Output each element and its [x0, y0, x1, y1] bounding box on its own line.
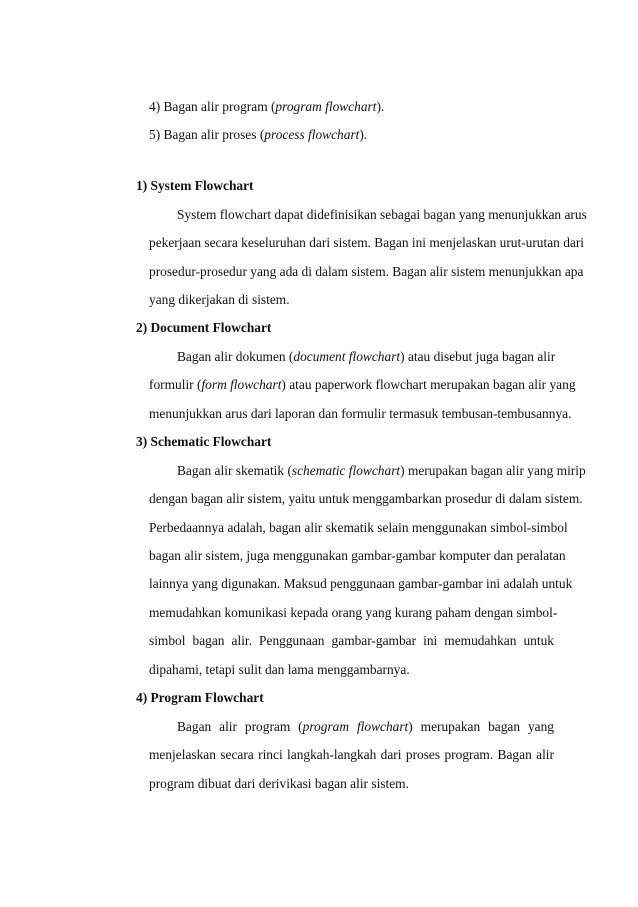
- paragraph-line: [149, 377, 576, 393]
- list-item-4-italic: program flowchart: [275, 99, 377, 114]
- list-item-5-end: ).: [359, 127, 368, 142]
- paragraph-text: ) merupakan bagan yang: [408, 719, 554, 734]
- paragraph-line: Perbedaannya adalah, bagan alir skematik selain menggunakan simbol-simbol: [149, 520, 568, 535]
- paragraph-text: Bagan alir program (: [177, 719, 303, 734]
- paragraph-italic: schematic flowchart: [291, 463, 401, 478]
- paragraph-italic: document flowchart: [293, 349, 401, 364]
- section-heading-schematic-flowchart: 3) Schematic Flowchart: [136, 434, 272, 449]
- paragraph-italic: form flowchart: [201, 377, 282, 392]
- paragraph-text: formulir (: [149, 377, 202, 392]
- paragraph-line: System flowchart dapat didefinisikan sebagai bagan yang menunjukkan arus: [177, 207, 587, 222]
- paragraph-text: ) merupakan bagan alir yang mirip: [400, 463, 586, 478]
- list-item-4-end: ).: [376, 99, 385, 114]
- list-item-5-text: 5) Bagan alir proses (: [149, 127, 265, 142]
- paragraph-line: lainnya yang digunakan. Maksud penggunaan gambar-gambar ini adalah untuk: [149, 576, 573, 591]
- paragraph-text: Bagan alir skematik (: [177, 463, 292, 478]
- paragraph-line: program dibuat dari derivikasi bagan alir sistem.: [149, 776, 409, 791]
- paragraph-text: ) atau disebut juga bagan alir: [400, 349, 556, 364]
- paragraph-italic: program flowchart: [302, 719, 409, 734]
- paragraph-line: simbol bagan alir. Penggunaan gambar-gambar ini memudahkan untuk: [149, 633, 554, 648]
- paragraph-line: yang dikerjakan di sistem.: [149, 292, 290, 307]
- paragraph-text: ) atau paperwork flowchart merupakan bagan alir yang: [281, 377, 576, 392]
- section-heading-system-flowchart: 1) System Flowchart: [136, 178, 254, 193]
- section-heading-document-flowchart: 2) Document Flowchart: [136, 320, 272, 335]
- paragraph-line: menjelaskan secara rinci langkah-langkah dari proses program. Bagan alir: [149, 747, 554, 762]
- paragraph-line: menunjukkan arus dari laporan dan formulir termasuk tembusan-tembusannya.: [149, 406, 572, 421]
- paragraph-line: dipahami, tetapi sulit dan lama menggambarnya.: [149, 662, 410, 677]
- paragraph-line: bagan alir sistem, juga menggunakan gambar-gambar komputer dan peralatan: [149, 548, 566, 563]
- paragraph-line: dengan bagan alir sistem, yaitu untuk menggambarkan prosedur di dalam sistem.: [149, 491, 583, 506]
- paragraph-line: memudahkan komunikasi kepada orang yang kurang paham dengan simbol-: [149, 605, 558, 620]
- list-item-4-text: 4) Bagan alir program (: [149, 99, 276, 114]
- paragraph-line: [177, 463, 586, 479]
- paragraph-line: [177, 349, 554, 365]
- list-item-5-italic: process flowchart: [264, 127, 360, 142]
- paragraph-text: Bagan alir dokumen (: [177, 349, 294, 364]
- list-item-4: [149, 99, 384, 115]
- paragraph-line: pekerjaan secara keseluruhan dari sistem. Bagan ini menjelaskan urut-urutan dari: [149, 235, 585, 250]
- section-heading-program-flowchart: 4) Program Flowchart: [136, 690, 264, 705]
- paragraph-line: [177, 719, 554, 735]
- list-item-5: [149, 127, 367, 143]
- paragraph-line: prosedur-prosedur yang ada di dalam sistem. Bagan alir sistem menunjukkan apa: [149, 264, 584, 279]
